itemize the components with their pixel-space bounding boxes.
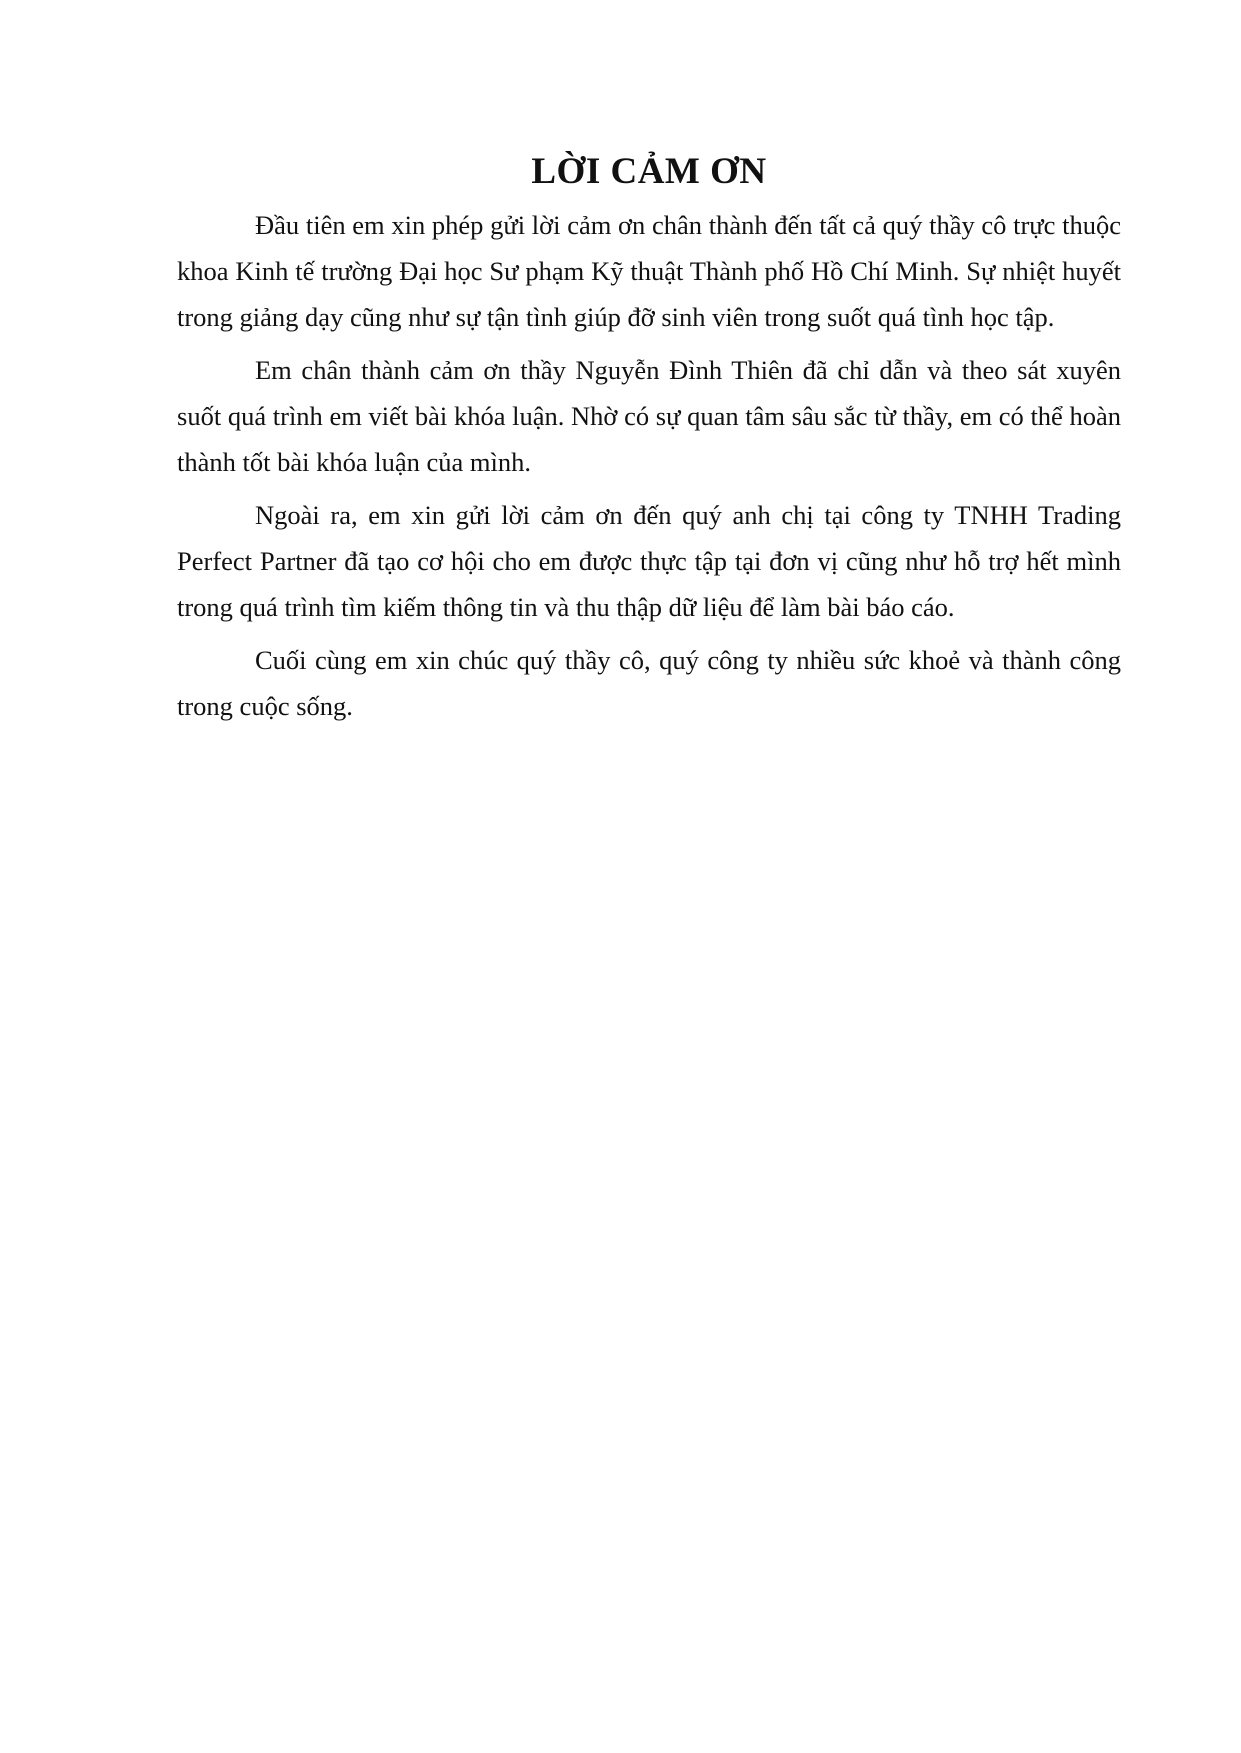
paragraph-company: Ngoài ra, em xin gửi lời cảm ơn đến quý anh chị tại công ty TNHH Trading Perfect Partner đã tạo cơ hội cho em được thực tập tại đơn vị cũng như hỗ trợ hết mình trong quá trình tìm kiếm thông tin và thu thập dữ liệu để làm bài báo cáo.	[177, 500, 1121, 622]
page-title: LỜI CẢM ƠN	[531, 151, 767, 192]
paragraph-closing: Cuối cùng em xin chúc quý thầy cô, quý công ty nhiều sức khoẻ và thành công trong cuộc sống.	[177, 645, 1121, 721]
paragraph-intro: Đầu tiên em xin phép gửi lời cảm ơn chân thành đến tất cả quý thầy cô trực thuộc khoa Kinh tế trường Đại học Sư phạm Kỹ thuật Thành phố Hồ Chí Minh. Sự nhiệt huyết trong giảng dạy cũng như sự tận tình giúp đỡ sinh viên trong suốt quá tình học tập.	[177, 210, 1121, 332]
document-content	[177, 148, 1121, 736]
paragraph-advisor: Em chân thành cảm ơn thầy Nguyễn Đình Thiên đã chỉ dẫn và theo sát xuyên suốt quá trình em viết bài khóa luận. Nhờ có sự quan tâm sâu sắc từ thầy, em có thể hoàn thành tốt bài khóa luận của mình.	[177, 355, 1121, 477]
